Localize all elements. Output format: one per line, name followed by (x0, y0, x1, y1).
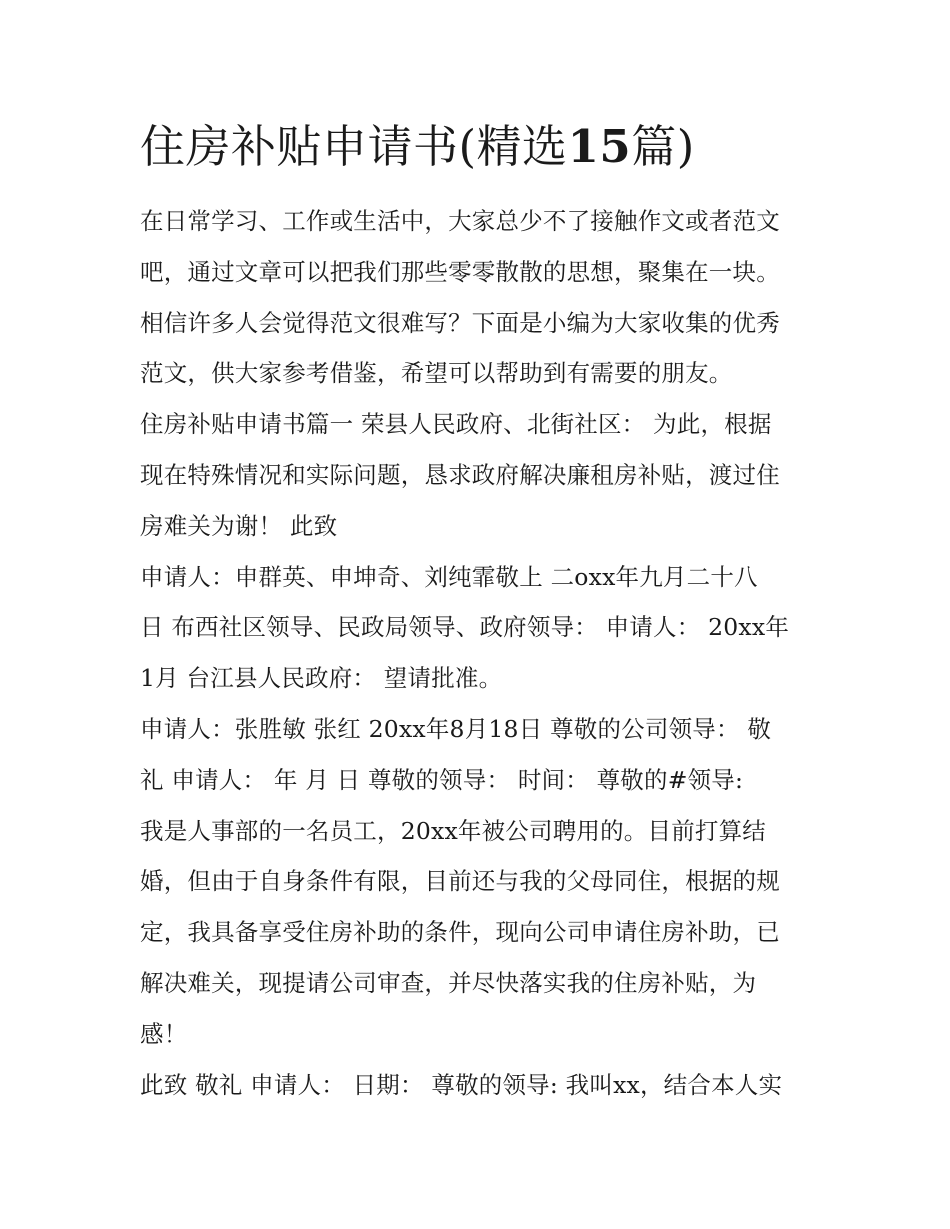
body-line: 相信许多人会觉得范文很难写？下面是小编为大家收集的优秀 (140, 308, 780, 337)
title-number: 15 (567, 120, 632, 173)
body-line: 婚，但由于自身条件有限，目前还与我的父母同住，根据的规 (140, 867, 780, 896)
document-title: 住房补贴申请书(精选15篇) (140, 120, 695, 173)
body-line: 定，我具备享受住房补助的条件，现向公司申请住房补助，已 (140, 918, 780, 947)
body-line: 申请人：张胜敏 张红 20xx年8月18日 尊敬的公司领导： 敬 (140, 714, 772, 743)
body-line: 此致 敬礼 申请人： 日期： 尊敬的领导: 我叫xx，结合本人实 (140, 1070, 783, 1099)
body-line: 在日常学习、工作或生活中，大家总少不了接触作文或者范文 (140, 207, 780, 235)
body-line: 住房补贴申请书篇一 荣县人民政府、北街社区： 为此，根据 (140, 410, 772, 439)
body-line: 感！ (140, 1019, 188, 1048)
document-body (140, 196, 820, 1110)
body-line: 解决难关，现提请公司审查，并尽快落实我的住房补贴，为 (140, 968, 757, 997)
body-line: 房难关为谢！ 此致 (140, 511, 338, 540)
body-line: 申请人：申群英、申坤奇、刘纯霏敬上 二oxx年九月二十八 (140, 562, 758, 591)
body-line: 现在特殊情况和实际问题，恳求政府解决廉租房补贴，渡过住 (140, 460, 780, 489)
body-line: 吧，通过文章可以把我们那些零零散散的思想，聚集在一块。 (140, 257, 780, 286)
body-line: 礼 申请人： 年 月 日 尊敬的领导： 时间： 尊敬的#领导: (140, 765, 744, 794)
body-line: 日 布西社区领导、民政局领导、政府领导： 申请人： 20xx年 (140, 613, 790, 642)
body-line: 范文，供大家参考借鉴，希望可以帮助到有需要的朋友。 (140, 359, 733, 388)
body-line: 1月 台江县人民政府： 望请批准。 (140, 664, 503, 693)
body-line: 我是人事部的一名员工，20xx年被公司聘用的。目前打算结 (140, 816, 767, 845)
